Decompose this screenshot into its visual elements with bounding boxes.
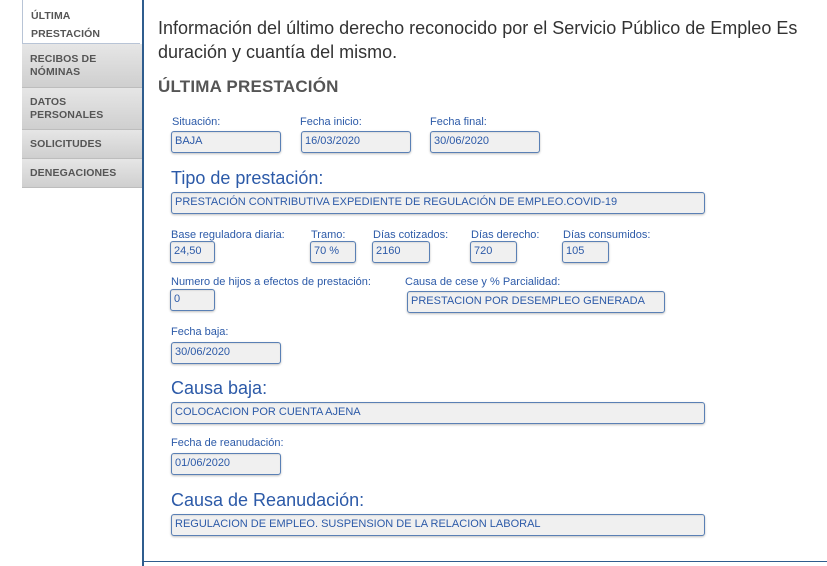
sidebar-item-label: RECIBOS DE NÓMINAS: [30, 52, 97, 78]
sidebar-item-recibos-nominas[interactable]: [22, 44, 142, 88]
causa-reanudacion-field[interactable]: REGULACION DE EMPLEO. SUSPENSION DE LA RELACION LABORAL: [171, 514, 705, 536]
dias-consumidos-label: Días consumidos:: [563, 229, 651, 241]
sidebar-item-label: DENEGACIONES: [30, 166, 117, 179]
fecha-final-field[interactable]: 30/06/2020: [430, 131, 540, 153]
sidebar-item-label: DATOS PERSONALES: [30, 95, 104, 121]
dias-cotizados-field[interactable]: 2160: [372, 241, 430, 263]
causa-baja-label: Causa baja:: [171, 378, 268, 398]
dias-derecho-field[interactable]: 720: [470, 241, 517, 263]
numero-hijos-field[interactable]: 0: [170, 289, 215, 311]
dias-consumidos-field[interactable]: 105: [562, 241, 609, 263]
fecha-reanudacion-label: Fecha de reanudación:: [171, 437, 284, 449]
sidebar: [0, 0, 145, 566]
content-bottom-border: [142, 561, 827, 562]
dias-derecho-label: Días derecho:: [471, 229, 540, 241]
fecha-reanudacion-field[interactable]: 01/06/2020: [171, 453, 281, 475]
sidebar-item-solicitudes[interactable]: [22, 130, 142, 159]
fecha-inicio-field[interactable]: 16/03/2020: [301, 131, 411, 153]
numero-hijos-label: Numero de hijos a efectos de prestación:: [171, 276, 371, 288]
situacion-field[interactable]: BAJA: [171, 131, 281, 153]
causa-reanudacion-label: Causa de Reanudación:: [171, 490, 365, 510]
fecha-inicio-label: Fecha inicio:: [300, 116, 362, 128]
page-title: ÚLTIMA PRESTACIÓN: [158, 77, 339, 96]
sidebar-item-datos-personales[interactable]: [22, 88, 142, 130]
tramo-field[interactable]: 70 %: [310, 241, 356, 263]
sidebar-item-label: ÚLTIMA PRESTACIÓN: [31, 10, 101, 40]
intro-line-1: Información del último derecho reconocido por el Servicio Público de Empleo Es: [158, 18, 798, 38]
fecha-baja-label: Fecha baja:: [171, 326, 229, 338]
content-border: [142, 0, 144, 566]
sidebar-item-denegaciones[interactable]: [22, 159, 142, 188]
tramo-label: Tramo:: [311, 229, 346, 241]
tipo-prestacion-label: Tipo de prestación:: [171, 168, 324, 188]
base-reguladora-field[interactable]: 24,50: [170, 241, 215, 263]
base-reguladora-label: Base reguladora diaria:: [171, 229, 285, 241]
causa-cese-field[interactable]: PRESTACION POR DESEMPLEO GENERADA: [407, 291, 665, 313]
tipo-prestacion-field[interactable]: PRESTACIÓN CONTRIBUTIVA EXPEDIENTE DE REGULACIÓN DE EMPLEO.COVID-19: [171, 192, 705, 214]
sidebar-item-ultima-prestacion[interactable]: [22, 0, 140, 44]
dias-cotizados-label: Días cotizados:: [373, 229, 449, 241]
intro-text: [158, 16, 827, 64]
intro-line-2: duración y cuantía del mismo.: [158, 42, 398, 62]
sidebar-item-label: SOLICITUDES: [30, 137, 102, 150]
causa-cese-label: Causa de cese y % Parcialidad:: [405, 276, 561, 288]
situacion-label: Situación:: [172, 116, 221, 128]
fecha-baja-field[interactable]: 30/06/2020: [171, 342, 281, 364]
fecha-final-label: Fecha final:: [430, 116, 487, 128]
causa-baja-field[interactable]: COLOCACION POR CUENTA AJENA: [171, 402, 705, 424]
